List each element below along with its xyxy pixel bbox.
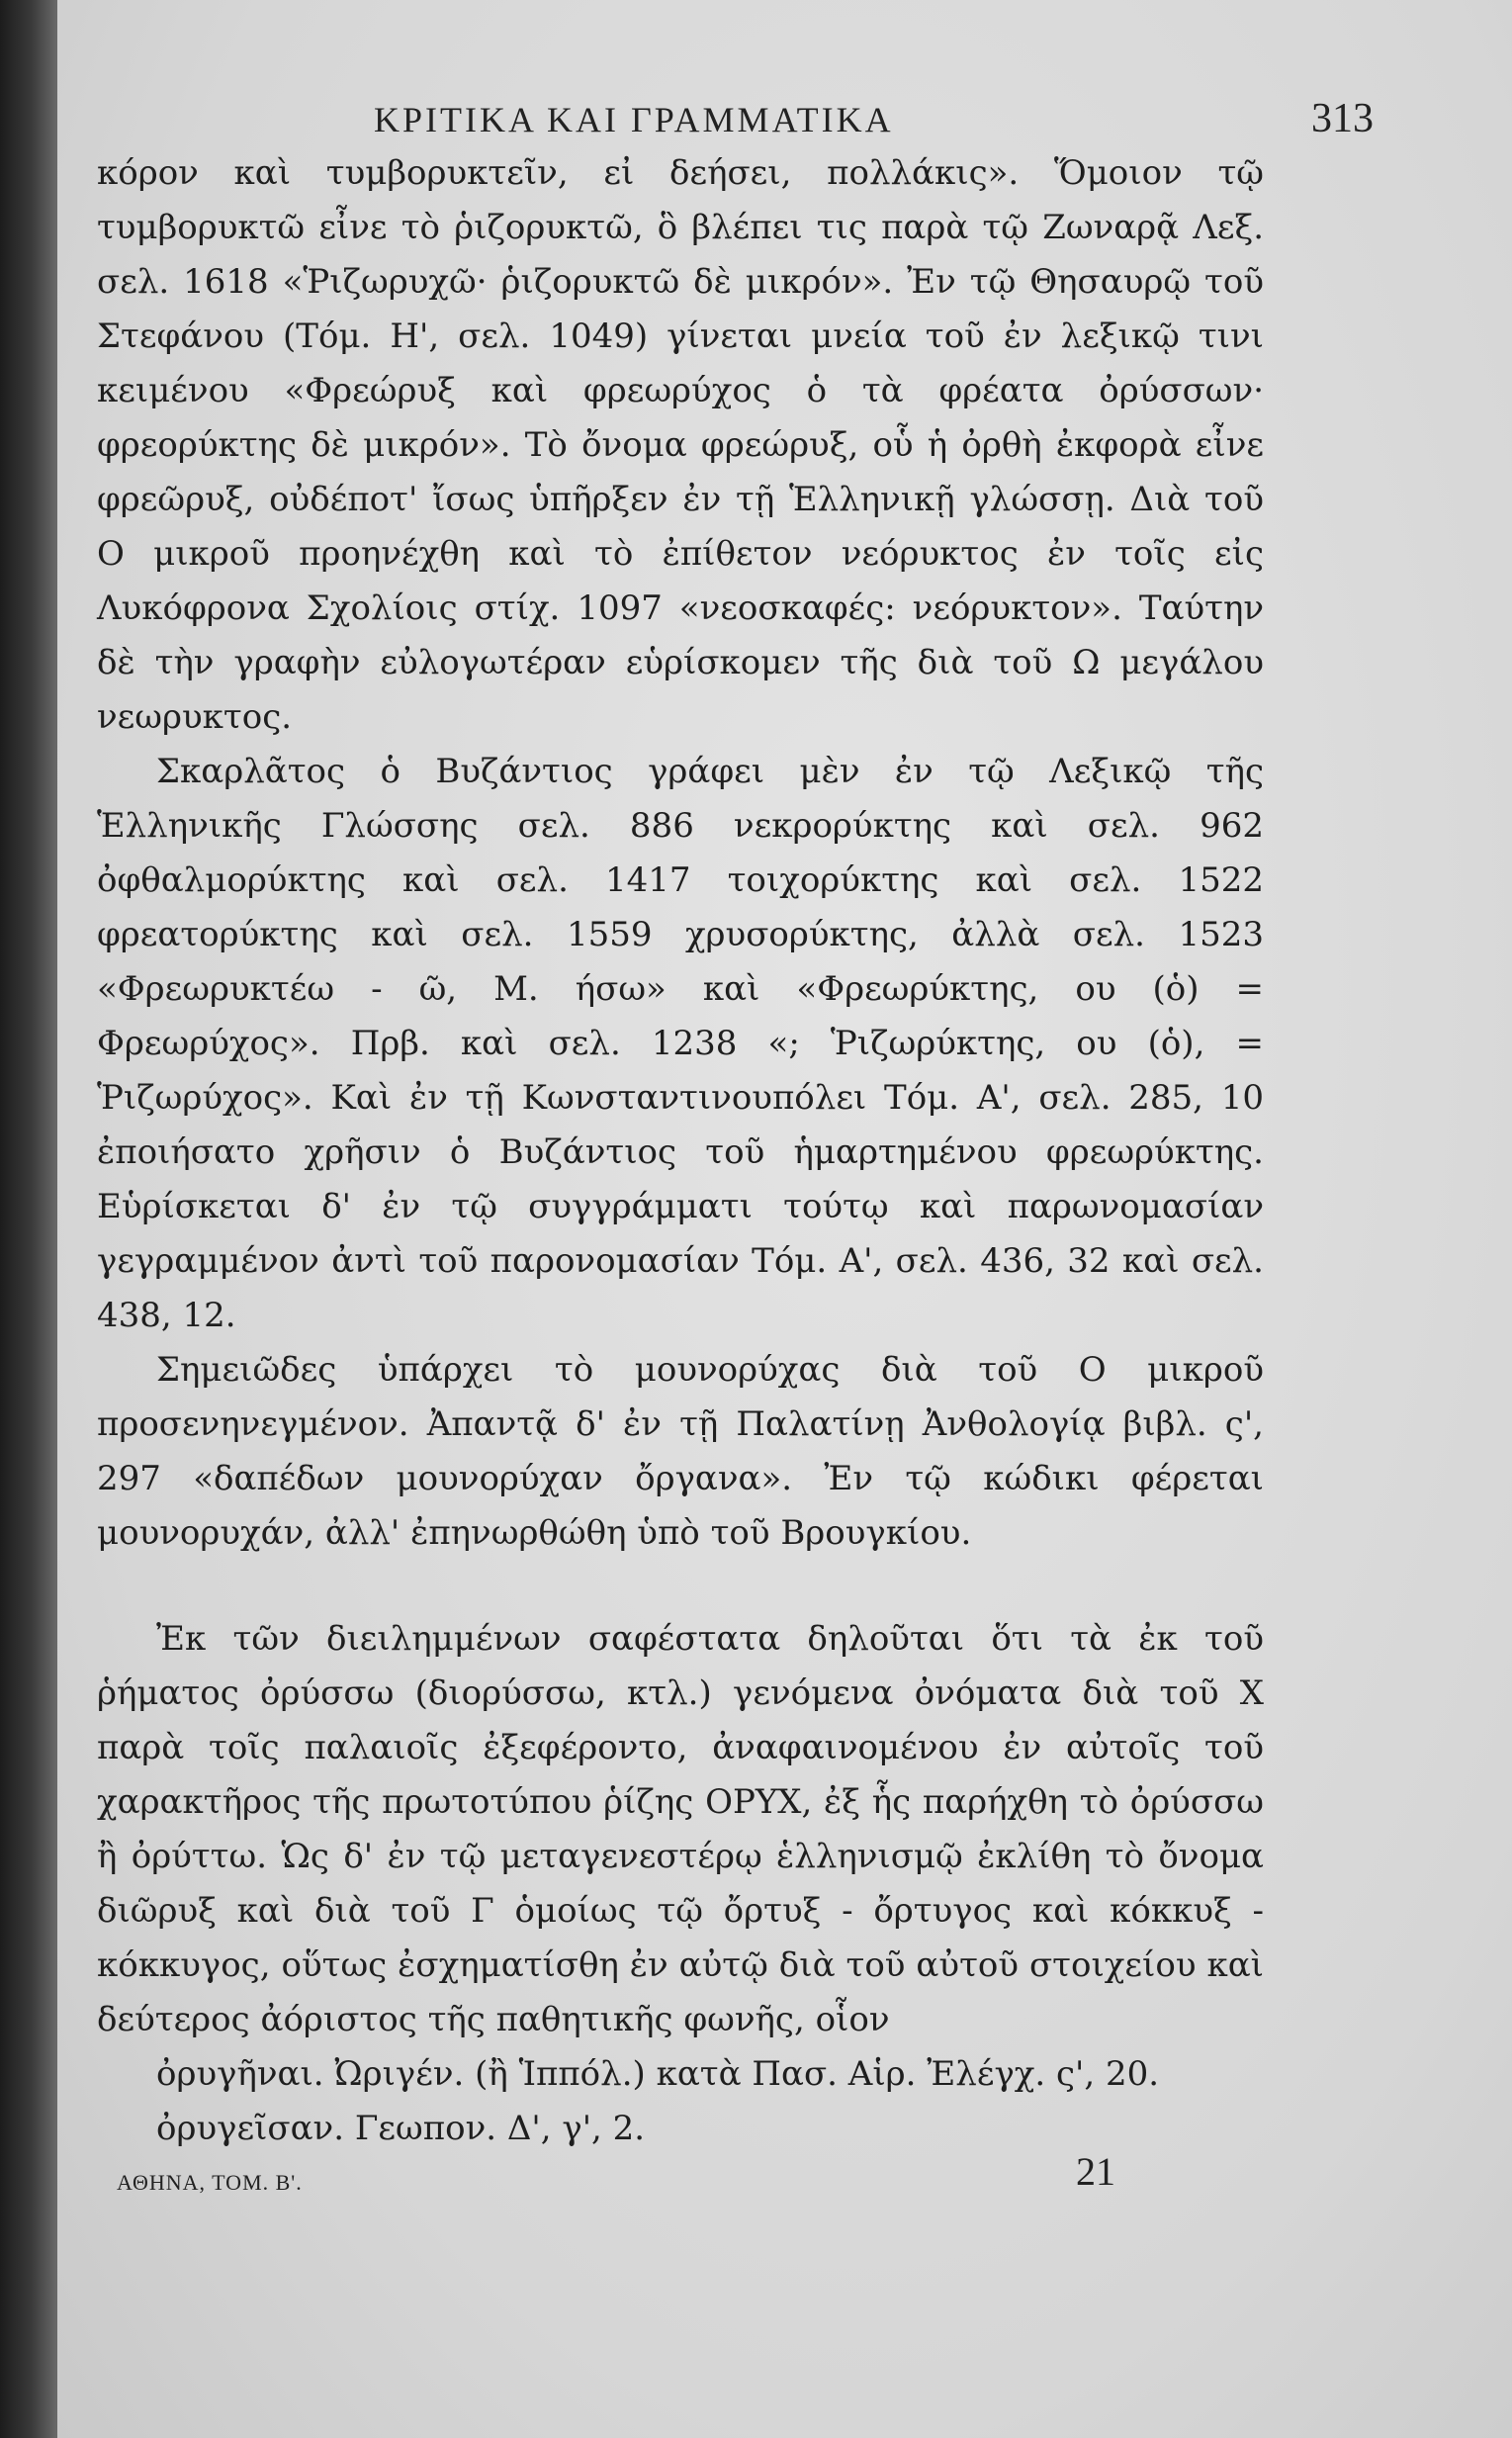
citation-line-1: ὀρυγῆναι. Ὠριγέν. (ἢ Ἱππόλ.) κατὰ Πασ. Αἱρ. Ἐλέγχ. ς', 20. — [156, 2054, 1160, 2094]
paragraph-3: Σημειῶδες ὑπάρχει τὸ μουνορύχας διὰ τοῦ Ο μικροῦ προσενηνεγμένον. Ἀπαντᾷ δ' ἐν τῇ Παλατίνῃ Ἀνθολογίᾳ βιβλ. ς', 297 «δαπέδων μουνορύχαν ὄργανα». Ἐν τῷ κώδικι φέρεται μουνορυχάν, ἀλλ' ἐπηνωρθώθη ὑπὸ τοῦ Βρουγκίου. — [97, 1350, 1264, 1553]
signature-mark: ΑΘΗΝΑ, ΤΟΜ. Β'. — [117, 2170, 303, 2195]
running-head-title: ΚΡΙΤΙΚΑ ΚΑΙ ΓΡΑΜΜΑΤΙΚΑ — [374, 100, 894, 139]
paragraph-4: Ἐκ τῶν διειλημμένων σαφέστατα δηλοῦται ὅτι τὰ ἐκ τοῦ ῥήματος ὀρύσσω (διορύσσω, κτλ.) γενόμενα ὀνόματα διὰ τοῦ Χ παρὰ τοῖς παλαιοῖς ἐξεφέροντο, ἀναφαινομένου ἐν αὐτοῖς τοῦ χαρακτῆρος τῆς πρωτοτύπου ῥίζης ΟΡΥΧ, ἐξ ἧς παρήχθη τὸ ὀρύσσω ἢ ὀρύττω. Ὡς δ' ἐν τῷ μεταγενεστέρῳ ἑλληνισμῷ ἐκλίθη τὸ ὄνομα διῶρυξ καὶ διὰ τοῦ Γ ὁμοίως τῷ ὄρτυξ - ὄρτυγος καὶ κόκκυξ - κόκκυγος, οὕτως ἐσχηματίσθη ἐν αὐτῷ διὰ τοῦ αὐτοῦ στοιχείου καὶ δεύτερος ἀόριστος τῆς παθητικῆς φωνῆς, οἷον — [97, 1619, 1264, 2039]
body-text — [97, 146, 1264, 2156]
scan-binding-edge — [0, 0, 57, 2438]
citation-line-2: ὀρυγεῖσαν. Γεωπον. Δ', γ', 2. — [156, 2109, 646, 2148]
paragraph-1: κόρον καὶ τυμβορυκτεῖν, εἰ δεήσει, πολλάκις». Ὅμοιον τῷ τυμβορυκτῶ εἶνε τὸ ῥιζορυκτῶ, ὃ βλέπει τις παρὰ τῷ Ζωναρᾷ Λεξ. σελ. 1618 «Ῥιζωρυχῶ· ῥιζορυκτῶ δὲ μικρόν». Ἐν τῷ Θησαυρῷ τοῦ Στεφάνου (Τόμ. Η', σελ. 1049) γίνεται μνεία τοῦ ἐν λεξικῷ τινι κειμένου «Φρεώρυξ καὶ φρεωρύχος ὁ τὰ φρέατα ὀρύσσων· φρεορύκτης δὲ μικρόν». Τὸ ὄνομα φρεώρυξ, οὗ ἡ ὀρθὴ ἐκφορὰ εἶνε φρεῶρυξ, οὐδέποτ' ἴσως ὑπῆρξεν ἐν τῇ Ἑλληνικῇ γλώσσῃ. Διὰ τοῦ Ο μικροῦ προηνέχθη καὶ τὸ ἐπίθετον νεόρυκτος ἐν τοῖς εἰς Λυκόφρονα Σχολίοις στίχ. 1097 «νεοσκαφές: νεόρυκτον». Ταύτην δὲ τὴν γραφὴν εὐλογωτέραν εὑρίσκομεν τῆς διὰ τοῦ Ω μεγάλου νεωρυκτος. — [97, 153, 1264, 737]
paragraph-2: Σκαρλᾶτος ὁ Βυζάντιος γράφει μὲν ἐν τῷ Λεξικῷ τῆς Ἑλληνικῆς Γλώσσης σελ. 886 νεκρορύκτης καὶ σελ. 962 ὀφθαλμορύκτης καὶ σελ. 1417 τοιχορύκτης καὶ σελ. 1522 φρεατορύκτης καὶ σελ. 1559 χρυσορύκτης, ἀλλὰ σελ. 1523 «Φρεωρυκτέω - ῶ, Μ. ήσω» καὶ «Φρεωρύκτης, ου (ὁ) = Φρεωρύχος». Πρβ. καὶ σελ. 1238 «; Ῥιζωρύκτης, ου (ὁ), = Ῥιζωρύχος». Καὶ ἐν τῇ Κωνσταντινουπόλει Τόμ. Α', σελ. 285, 10 ἐποιήσατο χρῆσιν ὁ Βυζάντιος τοῦ ἡμαρτημένου φρεωρύκτης. Εὑρίσκεται δ' ἐν τῷ συγγράμματι τούτῳ καὶ παρωνομασίαν γεγραμμένον ἀντὶ τοῦ παρονομασίαν Τόμ. Α', σελ. 436, 32 καὶ σελ. 438, 12. — [97, 752, 1264, 1335]
book-page — [57, 0, 1512, 2438]
signature-number: 21 — [1076, 2149, 1115, 2194]
page-number: 313 — [1311, 96, 1374, 141]
